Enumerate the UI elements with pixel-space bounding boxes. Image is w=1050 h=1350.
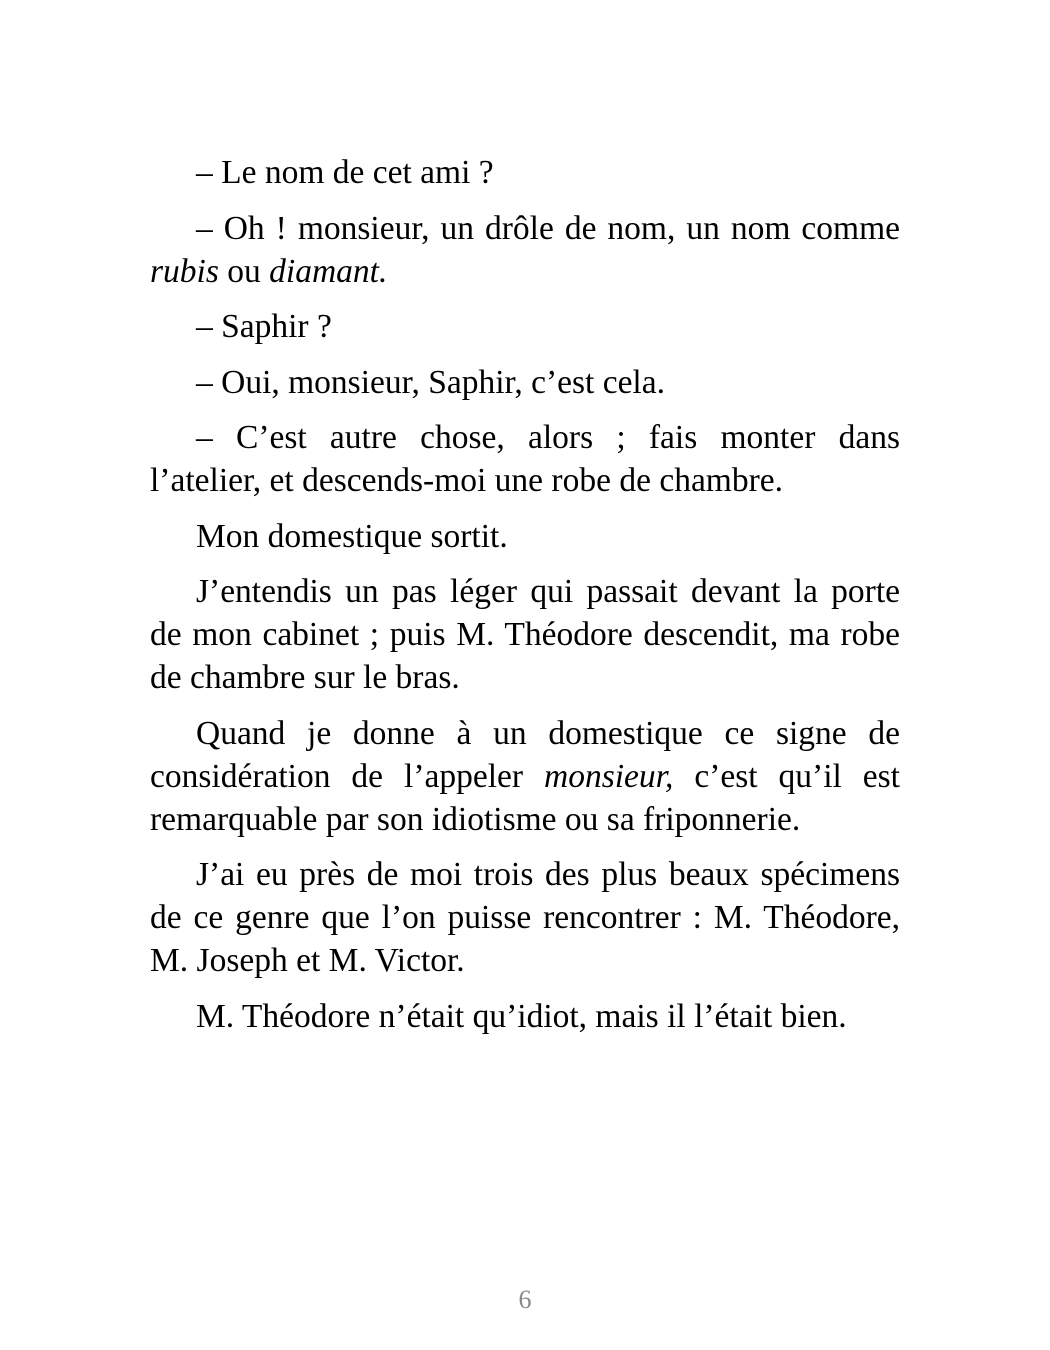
text-run: ou (218, 252, 270, 290)
page-number: 6 (518, 1285, 532, 1314)
paragraph (150, 361, 900, 404)
text-run: J’ai eu près de moi trois des plus beaux spécimens de ce genre que l’on puisse rencontrer : M. Théodore, M. Joseph et M. Victor. (150, 856, 900, 979)
text-run: Quand je donne à un domestique ce signe de considération de l’appeler (150, 714, 900, 795)
paragraph (150, 151, 900, 194)
italic-text: rubis (150, 252, 219, 290)
paragraph (150, 570, 900, 699)
text-run: – C’est autre chose, alors ; fais monter dans l’atelier, et descends-moi une robe de chambre. (150, 419, 900, 499)
text-run: – Oh ! monsieur, un drôle de nom, un nom comme (196, 209, 900, 247)
paragraph (150, 207, 900, 293)
paragraph (150, 853, 900, 982)
text-run: c’est qu’il est remarquable par son idiotisme ou sa friponnerie. (150, 757, 900, 838)
paragraph (150, 305, 900, 348)
text-run: J’entendis un pas léger qui passait devant la porte de mon cabinet ; puis M. Théodore descendit, ma robe de chambre sur le bras. (150, 573, 900, 696)
italic-text: monsieur, (544, 757, 674, 795)
paragraph (150, 416, 900, 502)
paragraph (150, 515, 900, 558)
text-run: – Le nom de cet ami ? (196, 154, 494, 191)
paragraph (150, 712, 900, 841)
paragraph (150, 995, 900, 1038)
page-body-text (150, 151, 900, 1050)
text-run: M. Théodore n’était qu’idiot, mais il l’était bien. (196, 997, 847, 1035)
italic-text: diamant. (269, 252, 388, 290)
text-run: Mon domestique sortit. (196, 517, 508, 555)
text-run: – Oui, monsieur, Saphir, c’est cela. (196, 363, 665, 401)
text-run: – Saphir ? (196, 308, 332, 345)
